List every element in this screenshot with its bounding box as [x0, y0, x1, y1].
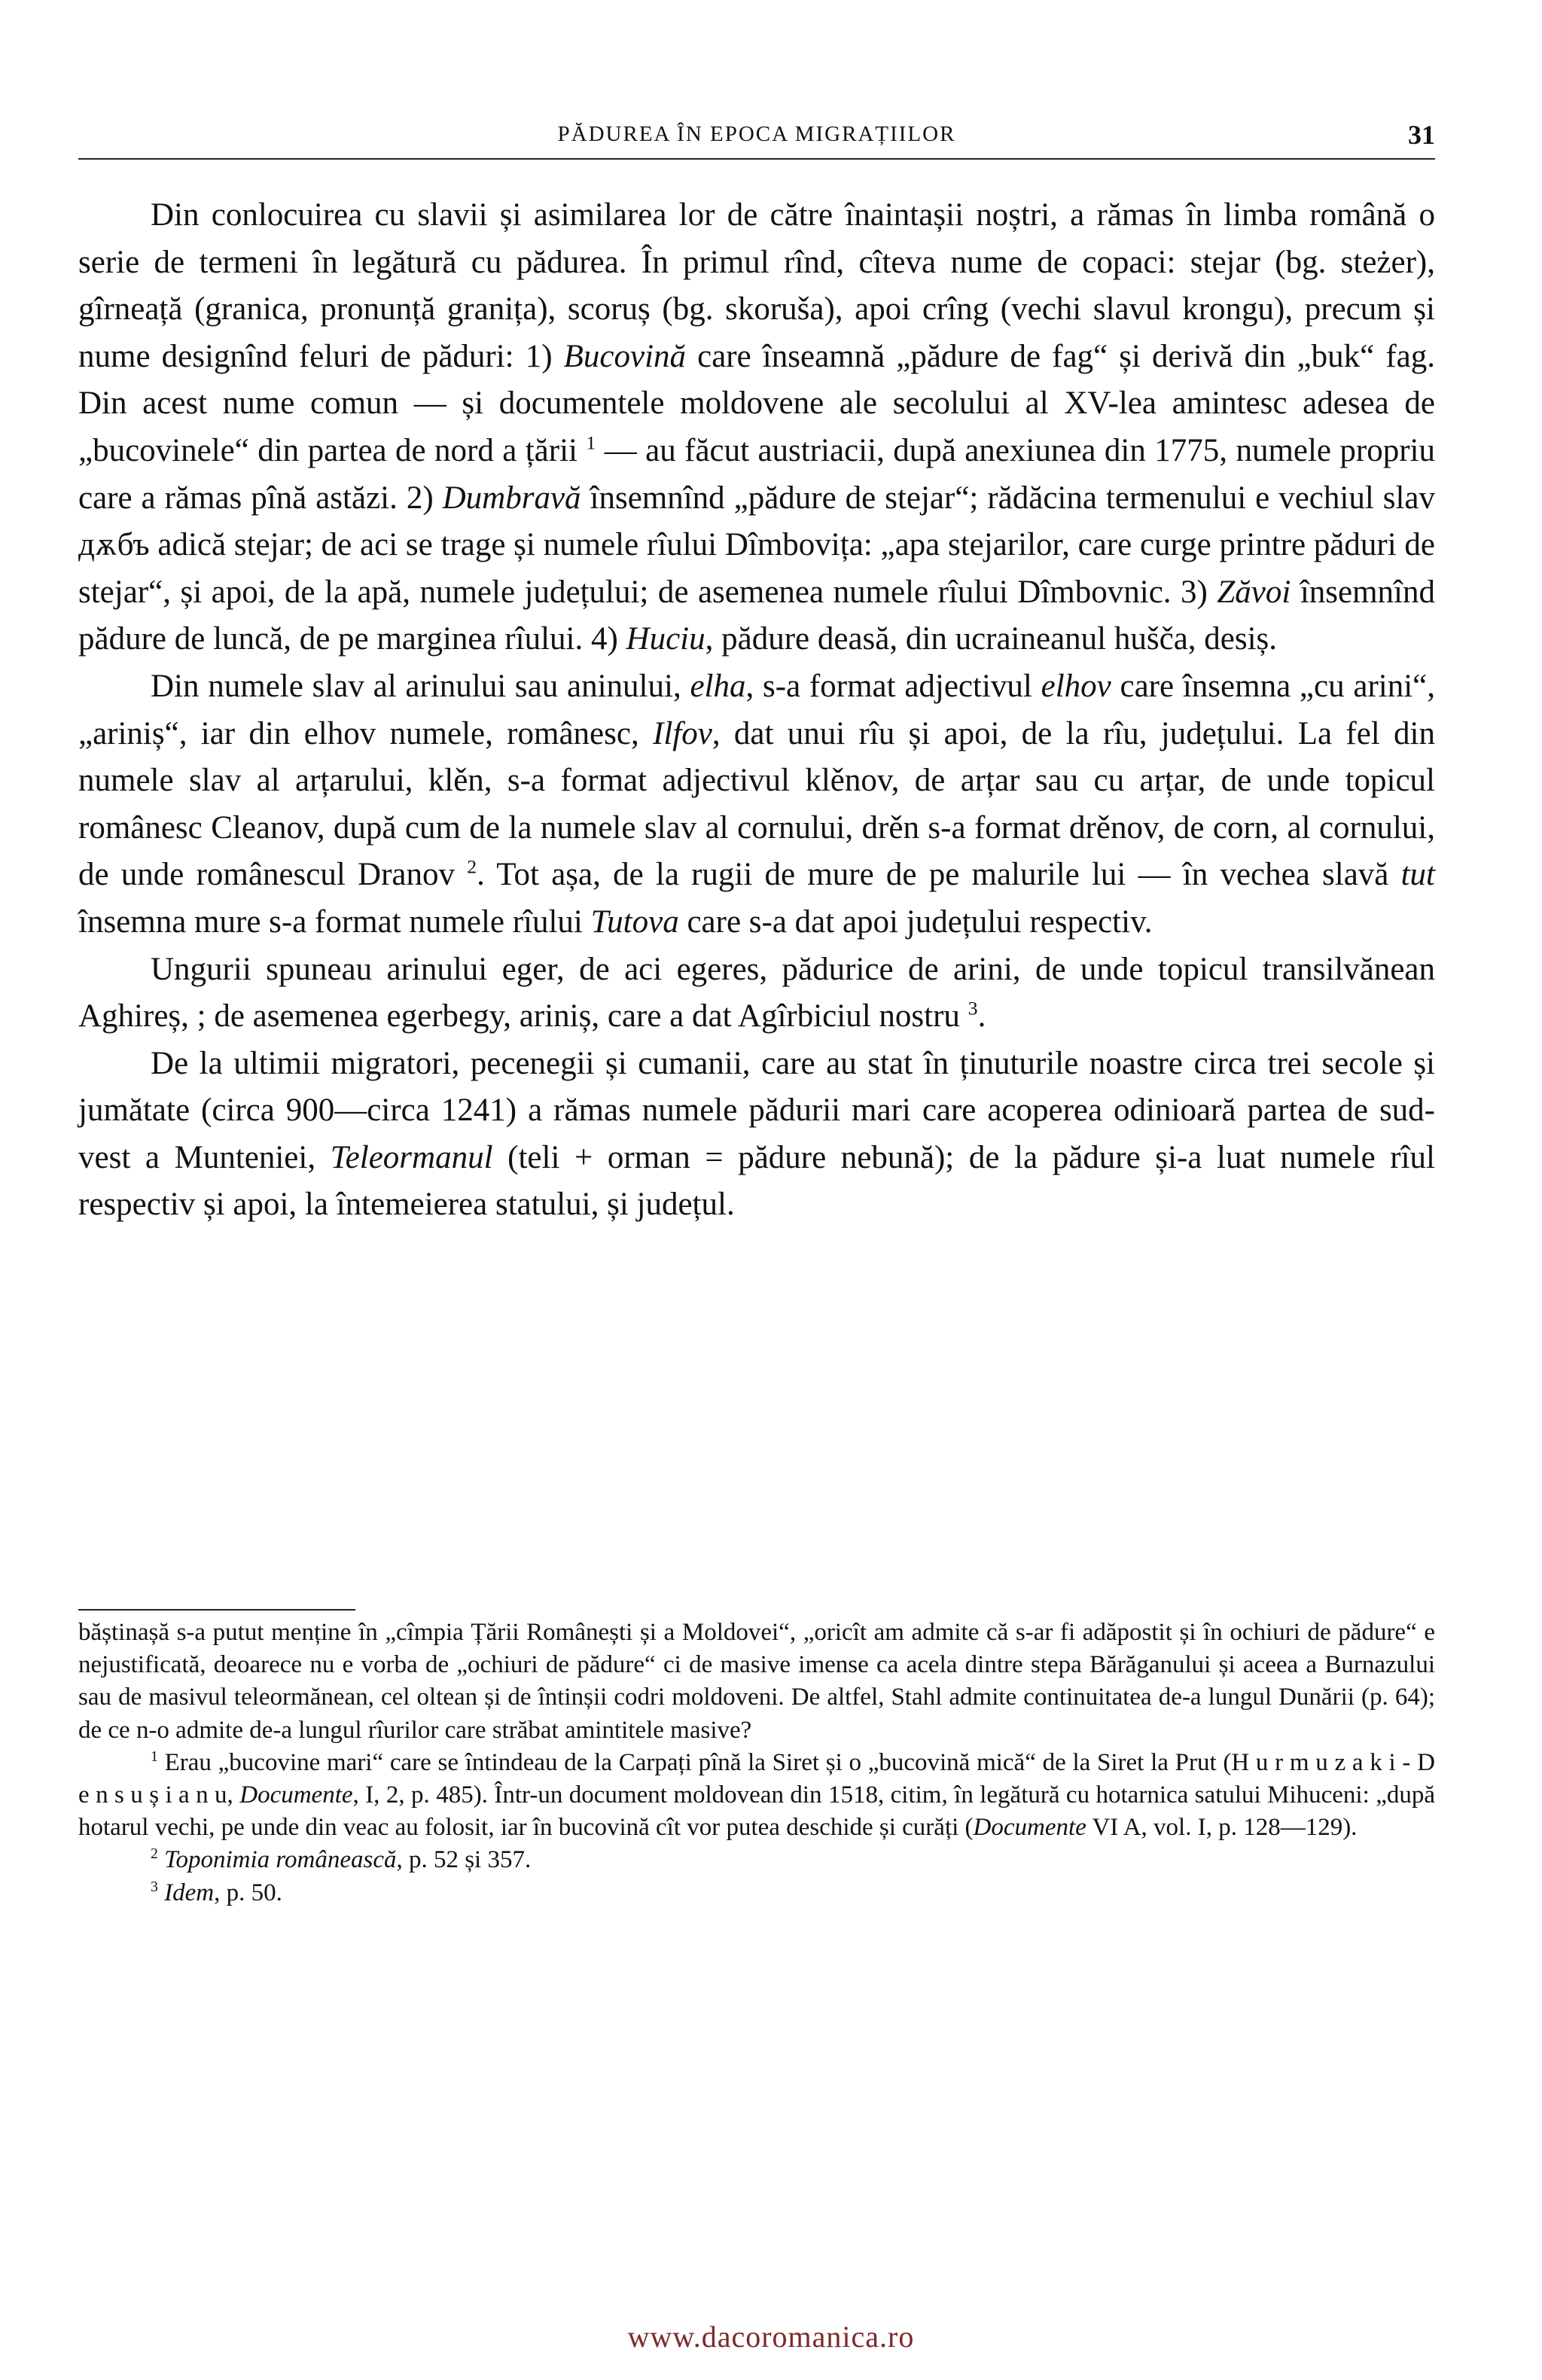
italic-term: Documente [973, 1814, 1086, 1842]
italic-term: Toponimia românească [164, 1846, 397, 1874]
text-run: Ungurii spuneau arinului eger, de aci egeres, pădurice de arini, de unde topicul transilvănean Aghireș, ; de asemenea egerbegy, ariniș, care a dat Agîrbiciul nostru [78, 951, 1435, 1035]
text-run: băștinașă s-a putut menține în „cîmpia Țării Românești și a Moldovei“, „oricît am admite că s-ar fi adăpostit și în ochiuri de pădure“ e nejustificată, deoarece nu e vorba de „ochiuri de pădure“ ci de masive imense ca acela dintre stepa Bărăganului și aceea a Burnazului sau de masivul teleormănean, cel oltean și de întinșii codri moldoveni. De altfel, Stahl admite continuitatea de-a lungul Dunării (p. 64); de ce n-o admite de-a lungul rîurilor care străbat amintitele masive? [78, 1619, 1435, 1744]
italic-term: Tutova [590, 904, 679, 940]
paragraph [78, 946, 1435, 1041]
text-run: însemnînd pădure de luncă, de pe marginea rîului. 4) [78, 574, 1435, 657]
text-run: , p. 50. [214, 1879, 282, 1906]
text-run: care înseamnă „pădure de fag“ și derivă din „buk“ fag. Din acest nume comun — și documentele moldovene ale secolului al XV-lea amintesc adesea de „bucovinele“ din partea de nord a țării [78, 338, 1435, 468]
text-run: Din conlocuirea cu slavii și asimilarea lor de către înaintașii noștri, a rămas în limba română o serie de termeni în legătură cu pădurea. În primul rînd, cîteva nume de copaci: stejar (bg. steżer), gîrneață (granica, pronunță granița), scoruș (bg. skoruša), apoi crîng (vechi slavul krongu), precum și nume designînd feluri de păduri: 1) [78, 197, 1435, 374]
text-run: care însemna „cu arini“, „ariniș“, iar din elhov numele, românesc, [78, 668, 1435, 751]
footnote-continuation [78, 1617, 1435, 1747]
footnote-2 [78, 1844, 1435, 1876]
page-number: 31 [1408, 120, 1435, 150]
text-run: — au făcut austriacii, după anexiunea din 1775, numele propriu care a rămas pînă astăzi. 2) [78, 432, 1436, 516]
italic-term: elhov [1041, 668, 1111, 704]
italic-term: Bucovină [563, 338, 687, 374]
text-run: (teli + orman = pădure nebună); de la pădure și-a luat numele rîul respectiv și apoi, la întemeierea statului, și județul. [78, 1139, 1435, 1223]
text-run [158, 1846, 164, 1873]
footnote-divider [78, 1609, 355, 1611]
text-run: , dat unui rîu și apoi, de la rîu, județului. La fel din numele slav al arțarului, klěn, s-a format adjectivul klěnov, de arțar sau cu arțar, de unde topicul românesc Cleanov, după cum de la numele slav al cornului, drěn s-a format drěnov, de corn, al cornului, de unde românescul Dranov [78, 715, 1435, 893]
italic-term: Huciu [626, 621, 705, 657]
main-text [78, 192, 1435, 1229]
italic-term: tut [1400, 857, 1435, 893]
text-run: Erau „bucovine mari“ care se întindeau de la Carpați pînă la Siret și o „bucovină mică“ de la Siret la Prut (H u r m u z a k i - D e n s u ș i a n u, [78, 1748, 1435, 1809]
italic-term: Teleormanul [330, 1139, 493, 1175]
text-run: , pădure deasă, din ucraineanul hušča, desiș. [705, 621, 1278, 657]
text-run: , s-a format adjectivul [745, 668, 1041, 704]
footnote-marker: 3 [968, 997, 978, 1019]
italic-term: Documente [239, 1781, 353, 1809]
text-run: , p. 52 și 357. [396, 1846, 532, 1874]
text-run: . [977, 998, 986, 1035]
italic-term: Zăvoi [1217, 574, 1291, 610]
footnote-marker: 1 [586, 431, 596, 454]
italic-term: elha [690, 668, 746, 704]
italic-term: Dumbravă [442, 480, 581, 516]
text-run: Din numele slav al arinului sau aninului, [151, 668, 690, 704]
text-run: , I, 2, p. 485). Într-un document moldovean din 1518, citim, în legătură cu hotarnica satului Mihuceni: „după hotarul vechi, pe unde din veac au folosit, iar în bucovină cît vor putea deschide și curăți ( [78, 1781, 1435, 1842]
paragraph [78, 192, 1435, 663]
footnote-3 [78, 1877, 1435, 1909]
text-run: De la ultimii migratori, pecenegii și cumanii, care au stat în ținuturile noastre circa trei secole și jumătate (circa 900—circa 1241) a rămas numele pădurii mari care acoperea odinioară partea de sud-vest a Munteniei, [78, 1045, 1435, 1175]
paragraph [78, 663, 1435, 946]
running-title: PĂDUREA ÎN EPOCA MIGRAȚIILOR [557, 122, 956, 146]
website-footer: www.dacoromanica.ro [627, 2320, 915, 2354]
paragraph [78, 1041, 1435, 1229]
page-header [78, 113, 1435, 160]
italic-term: Idem [164, 1879, 215, 1906]
text-run: însemna mure s-a format numele rîului [78, 904, 591, 940]
text-run: însemnînd „pădure de stejar“; rădăcina termenului e vechiul slav дѫбъ adică stejar; de aci se trage și numele rîului Dîmbovița: „apa stejarilor, care curge printre păduri de stejar“, și apoi, de la apă, numele județului; de asemenea numele rîului Dîmbovnic. 3) [78, 480, 1435, 610]
footnotes [78, 1609, 1435, 1909]
text-run: VI A, vol. I, p. 128—129). [1086, 1814, 1358, 1842]
footnote-marker: 1 [151, 1748, 158, 1765]
footnote-marker: 3 [151, 1878, 158, 1895]
text-run: care s-a dat apoi județului respectiv. [678, 904, 1153, 940]
footnote-1 [78, 1747, 1435, 1845]
text-run: . Tot așa, de la rugii de mure de pe malurile lui — în vechea slavă [477, 857, 1401, 893]
italic-term: Ilfov [653, 715, 712, 751]
footnote-marker: 2 [467, 855, 477, 878]
text-run [158, 1879, 164, 1906]
footnote-marker: 2 [151, 1845, 158, 1863]
